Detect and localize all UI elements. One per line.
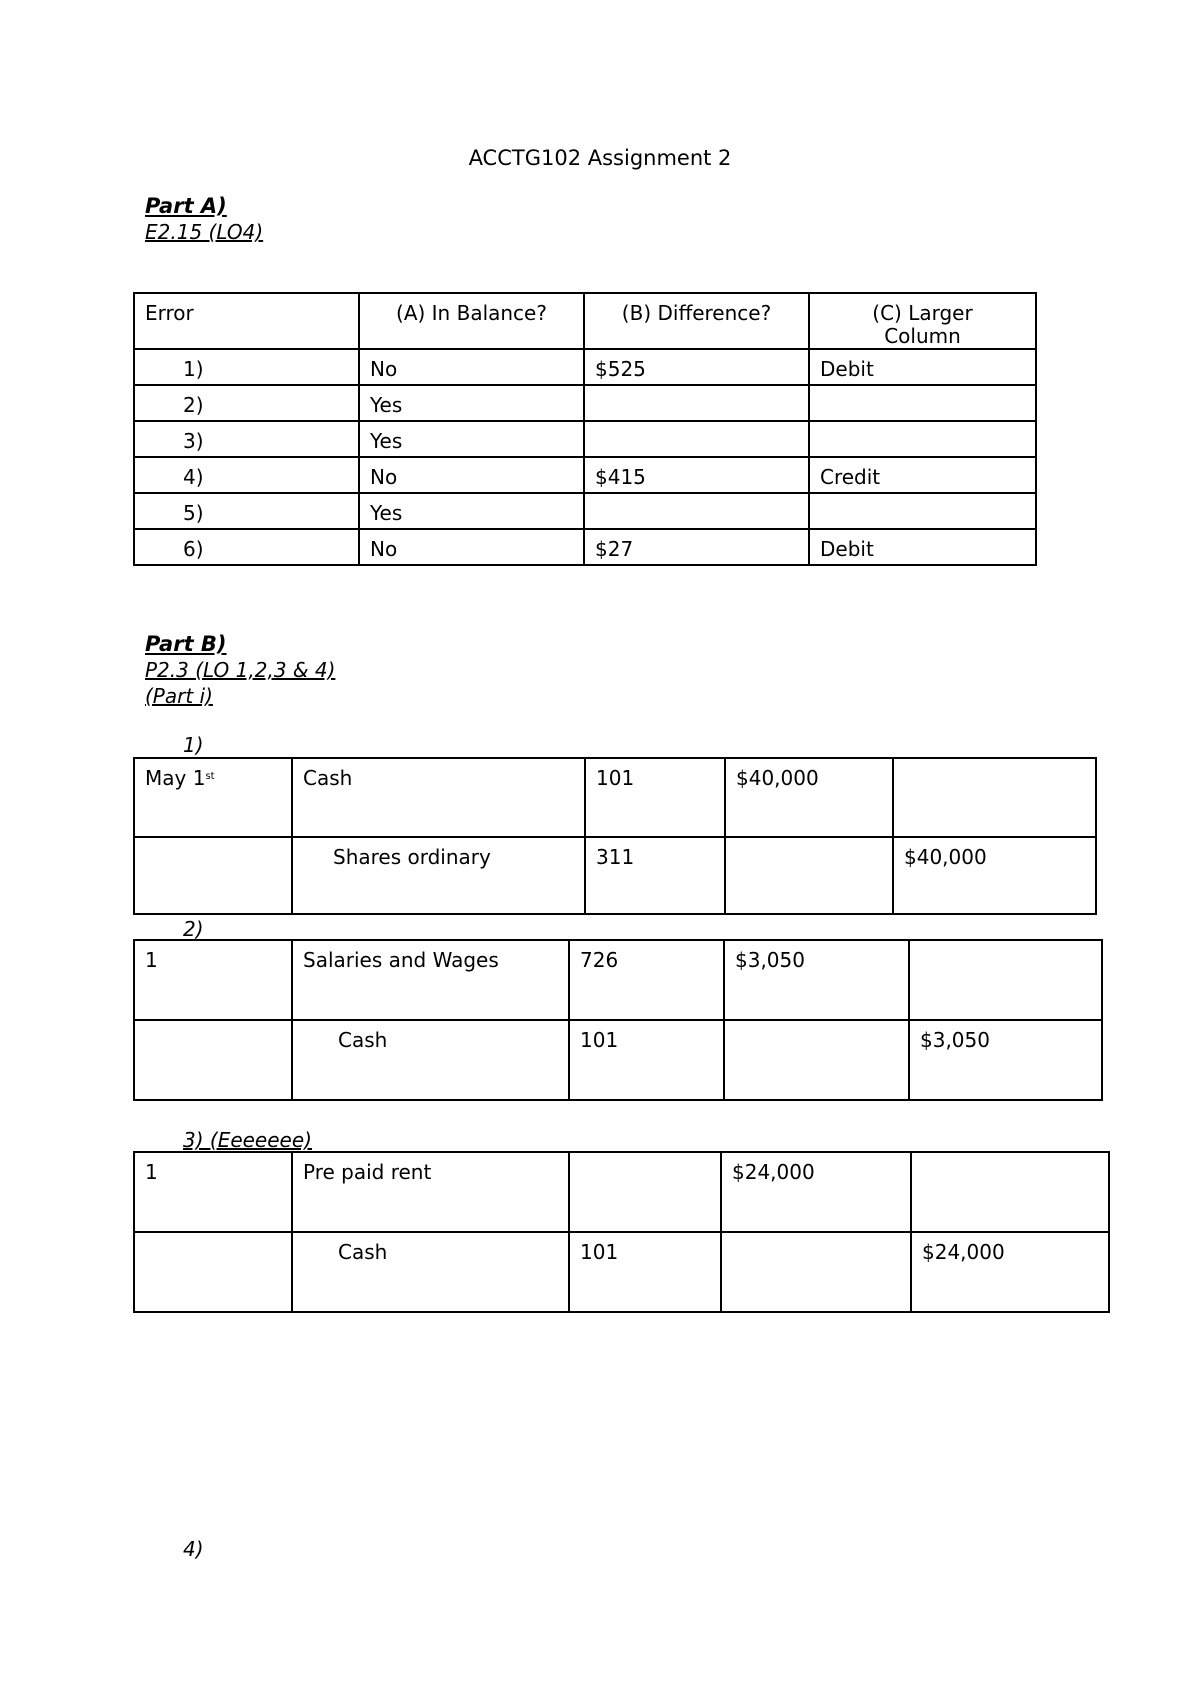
date-cell (134, 837, 292, 914)
journal-entry-2 (133, 939, 1103, 1101)
in-balance-cell: Yes (359, 421, 584, 457)
credit-cell (909, 940, 1102, 1020)
credit-cell: $24,000 (911, 1232, 1109, 1312)
journal-entry-1 (133, 757, 1097, 915)
entry-label: 4) (183, 1537, 204, 1561)
date-suffix: st (205, 771, 215, 782)
account-cell: Pre paid rent (292, 1152, 569, 1232)
table-row (134, 529, 1036, 565)
part-b-problem: P2.3 (LO 1,2,3 & 4) (145, 658, 336, 682)
table-row (134, 421, 1036, 457)
larger-column-cell: Credit (809, 457, 1036, 493)
larger-column-cell (809, 385, 1036, 421)
larger-column-cell (809, 421, 1036, 457)
difference-cell (584, 493, 809, 529)
entry-label: 1) (183, 733, 204, 757)
larger-column-cell: Debit (809, 529, 1036, 565)
journal-row (134, 758, 1096, 837)
document-title: ACCTG102 Assignment 2 (468, 146, 732, 170)
difference-cell: $27 (584, 529, 809, 565)
credit-cell (893, 758, 1096, 837)
error-number: 3) (134, 421, 359, 457)
ref-cell: 311 (585, 837, 725, 914)
part-a-exercise: E2.15 (LO4) (145, 220, 264, 244)
debit-cell: $3,050 (724, 940, 909, 1020)
debit-cell: $24,000 (721, 1152, 911, 1232)
header-difference: (B) Difference? (584, 293, 809, 349)
ref-cell (569, 1152, 721, 1232)
difference-cell: $525 (584, 349, 809, 385)
part-b-subpart: (Part i) (145, 684, 213, 708)
part-a-heading: Part A) (145, 194, 227, 218)
difference-cell: $415 (584, 457, 809, 493)
error-number: 5) (134, 493, 359, 529)
in-balance-cell: Yes (359, 493, 584, 529)
header-error: Error (134, 293, 359, 349)
account-cell: Cash (292, 758, 585, 837)
in-balance-cell: No (359, 529, 584, 565)
table-row (134, 493, 1036, 529)
account-cell: Salaries and Wages (292, 940, 569, 1020)
date-cell: 1 (134, 1152, 292, 1232)
credit-cell: $3,050 (909, 1020, 1102, 1100)
ref-cell: 101 (585, 758, 725, 837)
date-cell: 1 (134, 940, 292, 1020)
table-header-row (134, 293, 1036, 349)
header-larger-column: (C) Larger Column (809, 293, 1036, 349)
journal-row (134, 1020, 1102, 1100)
in-balance-cell: No (359, 349, 584, 385)
ref-cell: 101 (569, 1020, 724, 1100)
error-number: 1) (134, 349, 359, 385)
entry-label: 3) (Eeeeeee) (183, 1128, 312, 1152)
credit-cell: $40,000 (893, 837, 1096, 914)
in-balance-cell: Yes (359, 385, 584, 421)
larger-column-cell: Debit (809, 349, 1036, 385)
journal-row (134, 837, 1096, 914)
error-number: 4) (134, 457, 359, 493)
difference-cell (584, 385, 809, 421)
credit-cell (911, 1152, 1109, 1232)
table-row (134, 457, 1036, 493)
date-cell (134, 1232, 292, 1312)
entry-label: 2) (183, 917, 204, 941)
account-cell: Cash (292, 1020, 569, 1100)
journal-row (134, 1232, 1109, 1312)
journal-entry-3 (133, 1151, 1110, 1313)
part-b-heading: Part B) (145, 632, 227, 656)
debit-cell (721, 1232, 911, 1312)
error-number: 2) (134, 385, 359, 421)
debit-cell: $40,000 (725, 758, 893, 837)
table-row (134, 349, 1036, 385)
error-number: 6) (134, 529, 359, 565)
account-cell: Shares ordinary (292, 837, 585, 914)
date-cell (134, 758, 292, 837)
account-cell: Cash (292, 1232, 569, 1312)
debit-cell (725, 837, 893, 914)
difference-cell (584, 421, 809, 457)
journal-row (134, 940, 1102, 1020)
larger-column-cell (809, 493, 1036, 529)
header-in-balance: (A) In Balance? (359, 293, 584, 349)
ref-cell: 101 (569, 1232, 721, 1312)
error-analysis-table (133, 292, 1037, 566)
debit-cell (724, 1020, 909, 1100)
date-text: May 1 (145, 766, 206, 790)
in-balance-cell: No (359, 457, 584, 493)
date-cell (134, 1020, 292, 1100)
table-row (134, 385, 1036, 421)
journal-row (134, 1152, 1109, 1232)
ref-cell: 726 (569, 940, 724, 1020)
